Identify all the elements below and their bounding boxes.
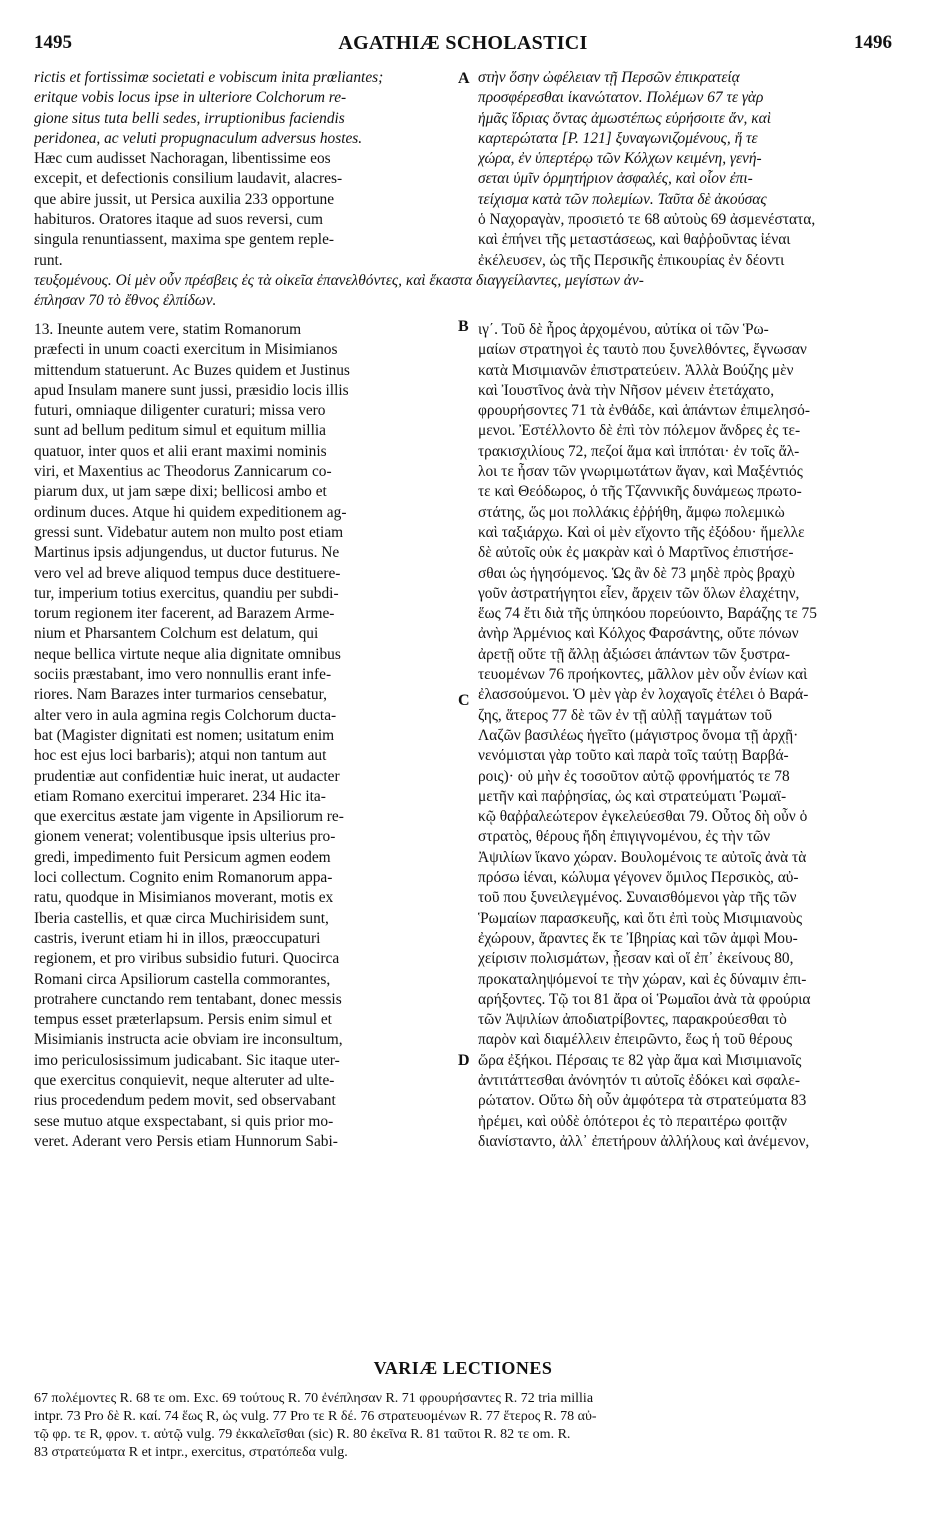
- greek-line: πρόσω ἰέναι, κώλυμα γέγονεν ὅμιλος Περσικὸς, αὐ-: [478, 869, 799, 887]
- latin-line: regionem, et pro viribus subsidio futuri. Quocirca: [34, 950, 340, 968]
- greek-line: ἠρέμει, καὶ οὐδὲ ὁπότεροι ἐς τὸ περαιτέρω φοιτᾷν: [478, 1112, 787, 1130]
- latin-line: que exercitus æstate jam vigente in Apsiliorum re-: [34, 808, 344, 826]
- latin-column-top: [34, 68, 460, 271]
- greek-line: χώρα, ἐν ὑπερτέρῳ τῶν Κόλχων κειμένη, γενή-: [478, 150, 762, 168]
- latin-line: sunt ad bellum peditum simul et equitum millia: [34, 422, 326, 440]
- greek-line: ὁ Ναχοραγὰν, προσιετό τε 68 αὐτοὺς 69 ἀσμενέστατα,: [478, 211, 816, 229]
- latin-line: tempus esset præterlapsum. Persis enim simul et: [34, 1011, 332, 1029]
- latin-line: singula renuntiassent, maxima spe gentem reple-: [34, 231, 335, 249]
- greek-column-top: [478, 68, 892, 271]
- greek-line: στάτης, ὥς μοι πολλάκις ἐῤῥήθη, ἄμφω πολεμικὼ: [478, 503, 785, 521]
- greek-line: καὶ ἐπήνει τῆς μεταστάσεως, καὶ θαῤῥοῦντας ἰέναι: [478, 231, 791, 249]
- latin-line: eritque vobis locus ipse in ulteriore Colchorum re-: [34, 89, 347, 107]
- greek-line: νενόμισται γὰρ τοῦτο καὶ παρὰ τοῖς ταύτῃ Βαρβά-: [478, 747, 789, 765]
- latin-line: Hæc cum audisset Nachoragan, libentissime eos: [34, 150, 331, 168]
- greek-line: καρτερώτατα [P. 121] ξυναγωνιζομένους, ἥ τε: [478, 129, 758, 147]
- greek-line: μενοι. Ἐστέλλοντο δὲ ἐπὶ τὸν πόλεμον ἄνδρες ἐς τε-: [478, 422, 801, 440]
- greek-column-main: [478, 320, 892, 1152]
- variant-line: intpr. 73 Pro δὲ R. καί. 74 ἕως R, ὡς vulg. 77 Pro τε R δέ. 76 στρατευομένων R. 77 ἕτερος R. 78 αὐ-: [34, 1409, 597, 1424]
- greek-full-width: [34, 271, 892, 312]
- page-number-right: 1496: [854, 32, 892, 53]
- latin-line: ordinum duces. Atque hi quidem expeditionem ag-: [34, 503, 347, 521]
- latin-line: gionem venerat; volentibusque ipsis ulterius pro-: [34, 828, 336, 846]
- latin-line: rius procedendum pedem movit, sed observabant: [34, 1092, 336, 1110]
- latin-line: sociis præstabant, imo vero nonnullis erant infe-: [34, 666, 332, 684]
- greek-line: στρατὸς, θέρους ἤδη ἐπιγιγνομένου, ἐς τὴν τῶν: [478, 828, 771, 846]
- latin-line: imo periculosissimum judicabant. Sic itaque uter-: [34, 1051, 340, 1069]
- latin-line: futuri, omniaque diligenter curaturi; missa vero: [34, 402, 326, 420]
- variae-lectiones-notes: [34, 1390, 892, 1462]
- greek-line: Ῥωμαίων παρασκευῆς, καὶ ὅτι ἐπὶ τοὺς Μισιμιανοὺς: [478, 909, 803, 927]
- page-number-left: 1495: [34, 32, 72, 53]
- latin-line: piarum dux, ut jam sæpe dixi; bellicosi ambo et: [34, 483, 327, 501]
- margin-letter-b: B: [458, 318, 469, 335]
- greek-line: Λαζῶν βασιλέως ἡγεῖτο (μάγιστρος ὄνομα τῇ ἀρχῇ·: [478, 726, 799, 744]
- greek-line: ιγ΄. Τοῦ δὲ ἦρος ἀρχομένου, αὐτίκα οἱ τῶν Ῥω-: [478, 321, 769, 338]
- greek-line: στὴν ὅσην ὠφέλειαν τῇ Περσῶν ἐπικρατείᾳ: [478, 69, 740, 86]
- greek-line: τείχισμα κατὰ τῶν πολεμίων. Ταῦτα δὲ ἀκούσας: [478, 190, 767, 208]
- greek-line: δὲ αὐτοῖς οὐκ ἐς μακρὰν καὶ ὁ Μαρτῖνος ἐπιστήσε-: [478, 544, 794, 562]
- latin-line: gressi sunt. Videbatur autem non multo post etiam: [34, 523, 344, 541]
- latin-line: mittendum statuerunt. Ac Buzes quidem et Justinus: [34, 361, 350, 379]
- greek-line: ροις)· οὐ μὴν ἐς τοσοῦτον αὐτῷ φρονήματός τε 78: [478, 767, 790, 785]
- latin-line: viri, et Maxentius ac Theodorus Zannicarum co-: [34, 463, 332, 481]
- margin-letter-a: A: [458, 70, 470, 87]
- greek-line: κατὰ Μισιμιανῶν ἐπιστρατεύειν. Ἀλλὰ Βούζης μὲν: [478, 361, 794, 379]
- greek-line: Ἀψιλίων ἵκανο χώραν. Βουλομένοις τε αὐτοῖς ἀνὰ τὰ: [478, 848, 807, 866]
- latin-line: Iberia castellis, et quæ circa Muchirisidem sunt,: [34, 909, 329, 927]
- latin-line: loci collectum. Cognito enim Romanorum appa-: [34, 869, 333, 887]
- greek-line: ζης, ἅτερος 77 δὲ τῶν ἐν τῇ αὐλῇ ταγμάτων τοῦ: [478, 706, 772, 724]
- greek-line: ἕως 74 ἔτι διὰ τῆς ὑπηκόου πορεύοιντο, Βαράζης τε 75: [478, 605, 817, 623]
- greek-line: τῶν Ἀψιλίων ἀποδιατρίβοντες, παρακρούεσθαι τὸ: [478, 1011, 787, 1029]
- variant-line: 67 πολέμοντες R. 68 τε om. Exc. 69 τούτους R. 70 ἐνέπλησαν R. 71 φρουρήσαντες R. 72 tria millia: [34, 1391, 594, 1406]
- latin-line: Martinus ipsis adjungendus, ut ductor futurus. Ne: [34, 544, 340, 562]
- latin-line: riores. Nam Barazes inter turmarios censebatur,: [34, 686, 327, 704]
- greek-line: τοῦ που ξυνειλεγμένος. Συναισθόμενοι γὰρ τῆς τῶν: [478, 889, 797, 907]
- latin-line: alter vero in aula agmina regis Colchorum ducta-: [34, 706, 337, 724]
- latin-line: præfecti in unum coacti exercitum in Misimianos: [34, 341, 338, 359]
- latin-line: runt.: [34, 251, 63, 269]
- greek-line: ρώτατον. Οὕτω δὴ οὖν ἀμφότερα τὰ στρατεύματα 83: [478, 1092, 807, 1110]
- greek-line: ἐκέλευσεν, ὡς τῆς Περσικῆς ἐπικουρίας ἐν δέοντι: [478, 251, 785, 269]
- latin-line: nium et Pharsantem Colchum est delatum, qui: [34, 625, 319, 643]
- latin-line: que abire jussit, ut Persica auxilia 233 opportune: [34, 190, 335, 208]
- latin-line: 13. Ineunte autem vere, statim Romanorum: [34, 321, 302, 338]
- greek-line: προσφέρεσθαι ἱκανώτατον. Πολέμων 67 τε γὰρ: [478, 89, 764, 107]
- variant-line: 83 στρατεύματα R et intpr., exercitus, στρατόπεδα vulg.: [34, 1445, 348, 1460]
- latin-line: ratu, quodque in Misimianos moverant, motis ex: [34, 889, 334, 907]
- greek-line: ἐλασσούμενοι. Ὁ μὲν γὰρ ἐν λοχαγοῖς ἐτέλει ὁ Βαρά-: [478, 686, 809, 704]
- page-header: [34, 32, 892, 68]
- running-title: AGATHIÆ SCHOLASTICI: [338, 32, 588, 54]
- greek-line: λοι τε ἦσαν τῶν γνωριμωτάτων ἄγαν, καὶ Μαξέντιός: [478, 463, 803, 481]
- greek-line: μετῆν καὶ παῤῥησίας, ὡς καὶ στρατεύματι Ῥωμαϊ-: [478, 787, 787, 805]
- greek-line: ἐχώρουν, ἄραντες ἔκ τε Ἰβηρίας καὶ τῶν ἀμφὶ Μου-: [478, 929, 798, 947]
- latin-line: sese mutuo atque exspectabant, si quis prior mo-: [34, 1112, 334, 1130]
- greek-line: γοῦν ἀστρατήγητοι εἶεν, ἄρχειν τῶν ὅλων ἐλαχέτην,: [478, 584, 800, 602]
- greek-line: φρουρήσοντες 71 τὰ ἐνθάδε, καὶ ἁπάντων ἐπιμελησό-: [478, 402, 810, 420]
- latin-line: apud Insulam manere sunt jussi, præsidio locis illis: [34, 381, 349, 399]
- greek-line: έπλησαν 70 τὸ ἔθνος ἐλπίδων.: [34, 292, 217, 310]
- latin-line: Misimianis instructa acie obviam ire inconsultum,: [34, 1031, 343, 1049]
- margin-letter-c: C: [458, 692, 470, 709]
- greek-line: τε καὶ Θεόδωρος, ὁ τῆς Τζαννικῆς δυνάμεως πρωτο-: [478, 483, 802, 501]
- latin-line: etiam Romano exercitui imperaret. 234 Hic ita-: [34, 787, 326, 805]
- greek-line: προκαταληψόμενοί τε τὴν χώραν, καὶ ἐς δύναμιν ἐπι-: [478, 970, 807, 988]
- greek-line: καὶ Ἰουστῖνος ἀνὰ τὴν Νῆσον μένειν ἐτετάχατο,: [478, 381, 775, 399]
- greek-line: τευξομένους. Οἱ μὲν οὖν πρέσβεις ἐς τὰ οἰκεῖα ἐπανελθόντες, καὶ ἕκαστα διαγγείλαντες, μεγίστων ἀν-: [34, 272, 644, 289]
- greek-line: μαίων στρατηγοὶ ἐς ταυτὸ που ξυνελθόντες, ἔγνωσαν: [478, 341, 807, 359]
- variant-line: τῷ φρ. τε R, φρον. τ. αὐτῷ vulg. 79 ἐκκαλεῖσθαι (sic) R. 80 ἐκεῖνα R. 81 ταῦτοι R. 82 τε om. R.: [34, 1427, 571, 1442]
- latin-line: vero vel ad breve aliquod tempus duce destituere-: [34, 564, 341, 582]
- latin-line: torum regionem iter facerent, ad Barazem Arme-: [34, 605, 335, 623]
- greek-line: σεται ὑμῖν ὁρμητήριον ἀσφαλές, καὶ οἷον ἐπι-: [478, 170, 753, 188]
- latin-line: castris, iverunt etiam hi in illos, præoccupaturi: [34, 929, 321, 947]
- latin-line: habituros. Oratores itaque ad suos reversi, cum: [34, 211, 323, 229]
- latin-column-main: [34, 320, 460, 1152]
- greek-line: τρακισχιλίους 72, πεζοί ἅμα καὶ ἱππόται· ἐν τοῖς ἄλ-: [478, 442, 800, 460]
- latin-line: gione situs tuta belli sedes, irruptionibus faciendis: [34, 109, 345, 127]
- latin-line: bat (Magister dignitati est nomen; usitatum enim: [34, 726, 335, 744]
- latin-line: hoc est ejus loci barbaris); atqui non tantum aut: [34, 747, 327, 765]
- latin-line: neque bellica virtute neque alia dignitate omnibus: [34, 645, 341, 663]
- greek-line: διανίσταντο, ἀλλ᾽ ἐπετήρουν ἀλλήλους καὶ ἀνέμενον,: [478, 1132, 810, 1150]
- latin-line: prudentiæ aut confidentiæ huic inerat, ut audacter: [34, 767, 340, 785]
- latin-line: peridonea, ac veluti propugnaculum adversus hostes.: [34, 129, 363, 147]
- latin-line: gredi, impedimento fuit Persicum agmen eodem: [34, 848, 331, 866]
- latin-line: excepit, et defectionis consilium laudavit, alacres-: [34, 170, 343, 188]
- greek-line: ἀντιτάττεσθαι ἀνόνητόν τι αὐτοῖς ἐδόκει καὶ σφαλε-: [478, 1071, 800, 1089]
- greek-line: ἡμᾶς ἴδριας ὄντας ἀμωστέπως εὑρήσοιτε ἄν, καὶ: [478, 109, 771, 127]
- latin-line: protrahere cunctando rem tentabant, donec messis: [34, 990, 342, 1008]
- greek-line: ἀνὴρ Ἀρμένιος καὶ Κόλχος Φαρσάντης, οὔτε πόνων: [478, 625, 799, 643]
- greek-line: σθαι ὡς ἡγησόμενος. Ὡς ἂν δὲ 73 μηδὲ πρὸς βραχὺ: [478, 564, 795, 582]
- margin-letter-d: D: [458, 1052, 470, 1069]
- greek-line: χείρισιν πολισμάτων, ᾖεσαν καὶ οἵ ἐπ᾽ ἐκείνους 80,: [478, 950, 794, 968]
- variae-lectiones-heading: VARIÆ LECTIONES: [373, 1358, 553, 1378]
- latin-line: que exercitus conquievit, neque alteruter ad ulte-: [34, 1071, 335, 1089]
- greek-line: παρὸν καὶ διαμέλλειν ἐπειρῶντο, ἕως ἡ τοῦ θέρους: [478, 1031, 793, 1049]
- greek-line: αρήξοντες. Τῷ τοι 81 ἄρα οἱ Ῥωμαῖοι ἀνὰ τὰ φρούρια: [478, 990, 811, 1008]
- greek-line: κῷ θαῤῥαλεώτερον ἐγκελεύεσθαι 79. Οὗτος δὴ οὖν ὁ: [478, 808, 808, 826]
- greek-line: ἀρετῇ οὔτε τῇ ἄλλῃ ἀξιώσει ἁπάντων τῶν ξυστρα-: [478, 645, 790, 663]
- latin-line: veret. Aderant vero Persis etiam Hunnorum Sabi-: [34, 1132, 338, 1150]
- greek-line: τευομένων 76 προήκοντες, μᾶλλον μὲν οὖν ἐνίων καὶ: [478, 666, 808, 684]
- latin-line: Romani circa Apsiliorum castella commorantes,: [34, 970, 331, 988]
- greek-line: καὶ ταξιάρχω. Καὶ οἱ μὲν εἴχοντο τῆς ἐξόδου· ἤμελλε: [478, 523, 805, 541]
- latin-line: tur, imperium totius exercitus, quandiu per subdi-: [34, 584, 339, 602]
- latin-line: rictis et fortissimæ societati e vobiscum inita prœliantes;: [34, 69, 384, 86]
- latin-line: quatuor, inter quos et alii erant maximi nominis: [34, 442, 327, 460]
- greek-line: ὥρα ἐξήκοι. Πέρσαις τε 82 γὰρ ἅμα καὶ Μισιμιανοῖς: [478, 1051, 802, 1069]
